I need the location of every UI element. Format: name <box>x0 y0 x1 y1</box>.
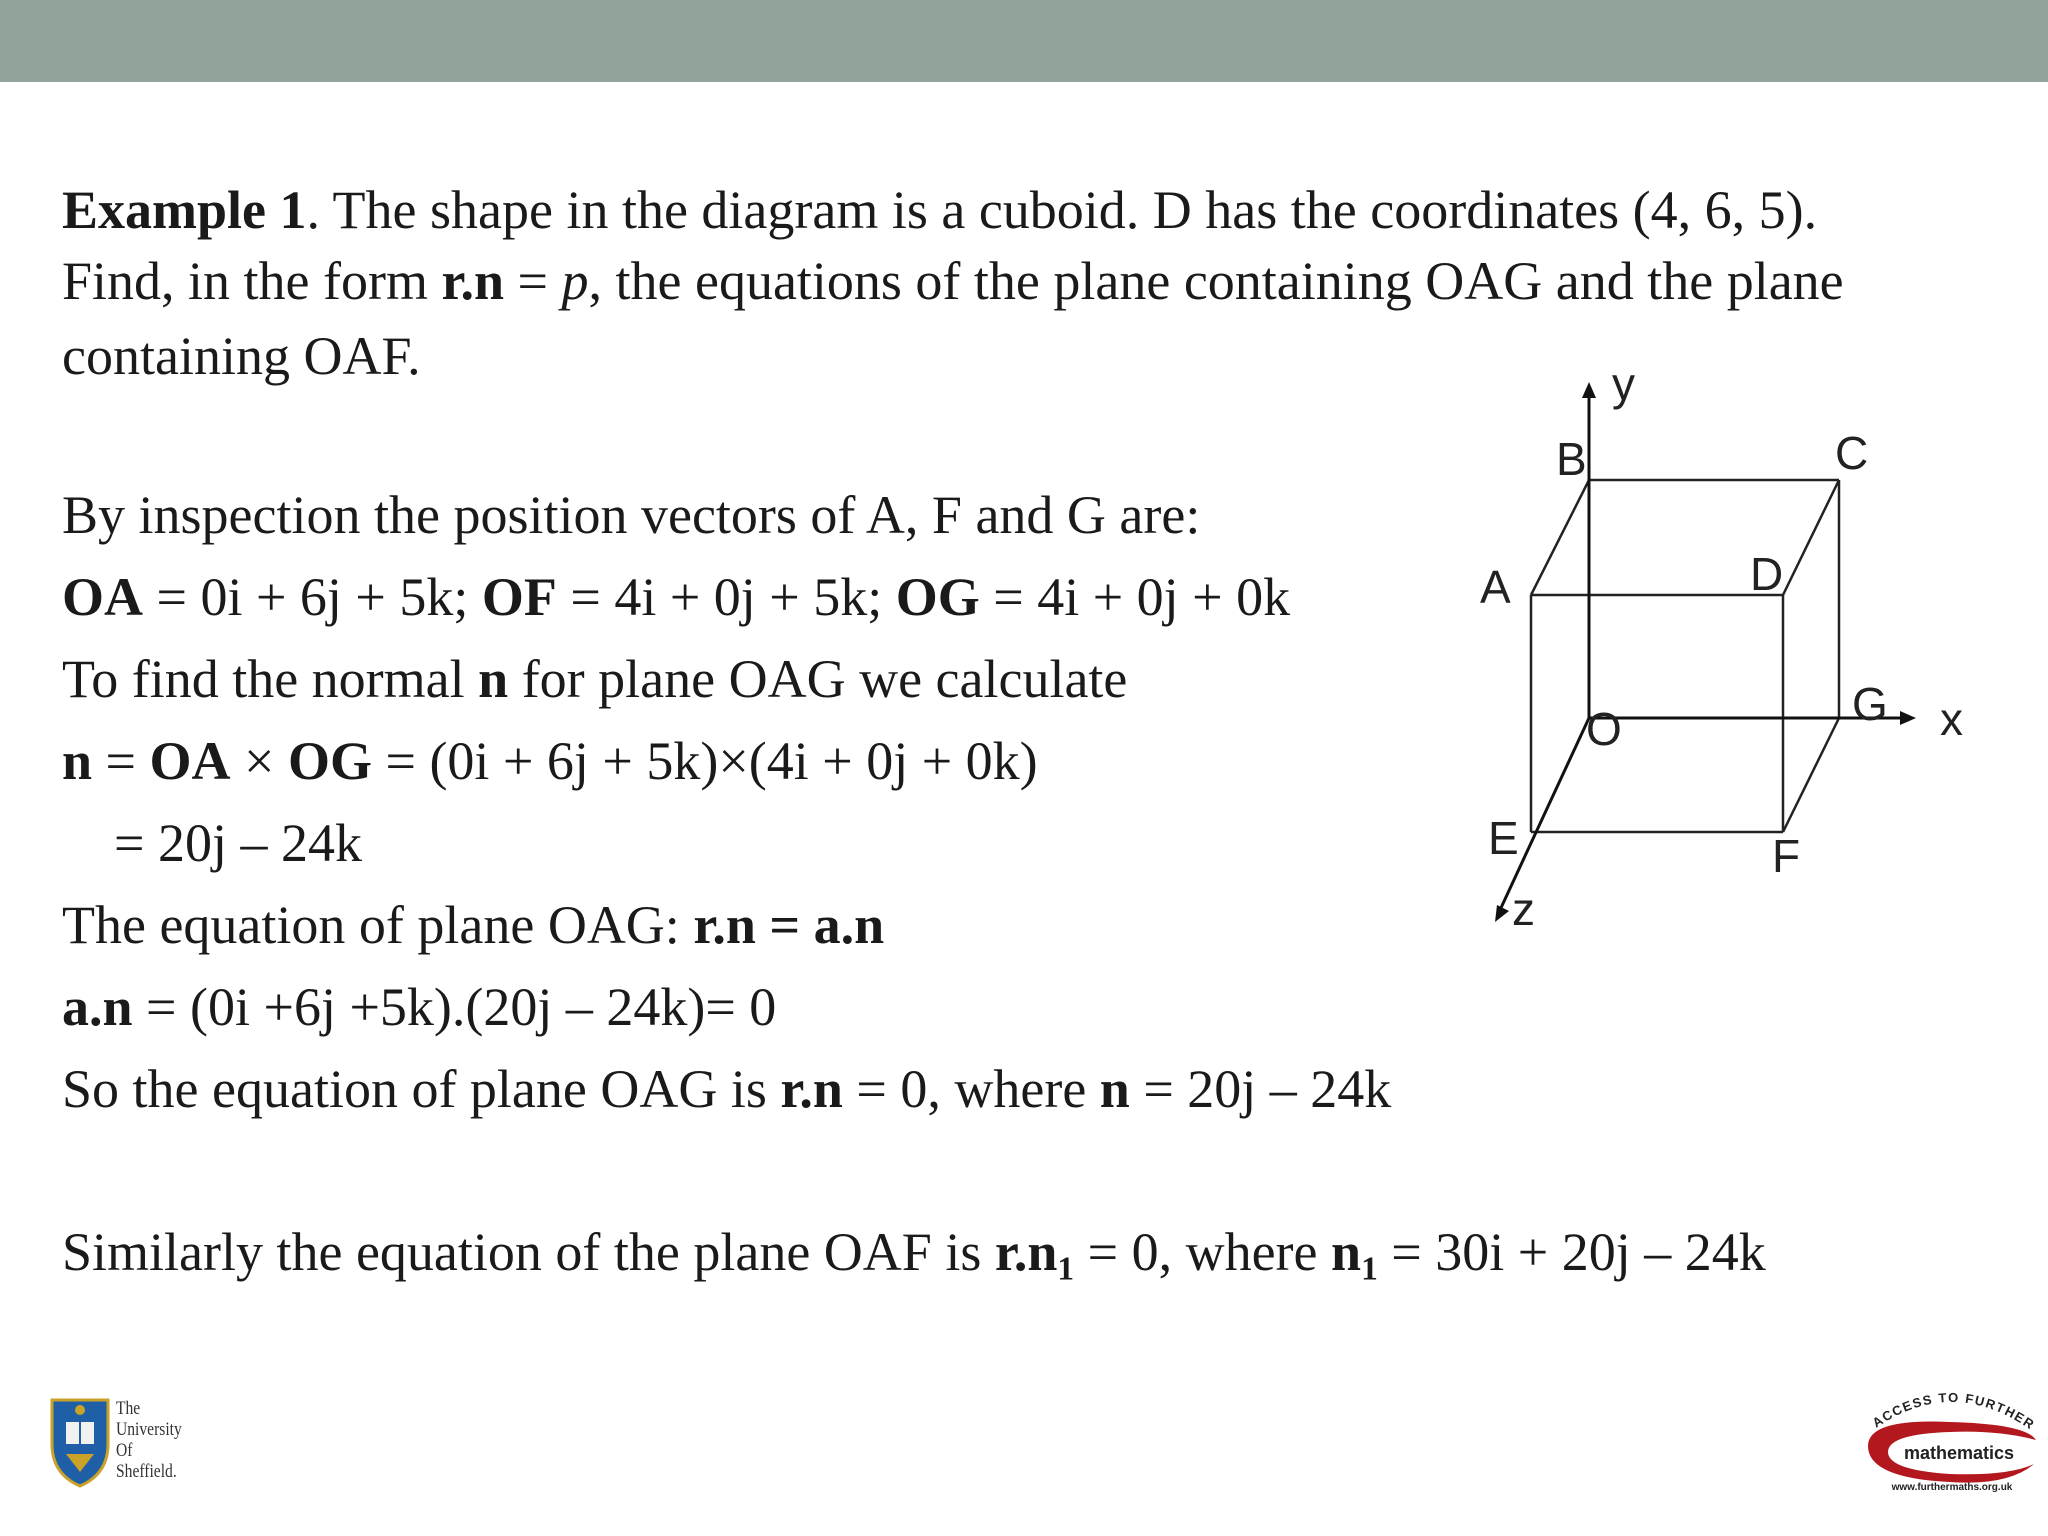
cross-result: = 20j – 24k <box>114 813 362 873</box>
example-line-1: Example 1. The shape in the diagram is a cuboid. D has the coordinates (4, 6, 5). <box>62 180 1818 240</box>
y-axis-arrow <box>1582 382 1596 398</box>
svg-text:www.furthermaths.org.uk: www.furthermaths.org.uk <box>1891 1482 2013 1492</box>
label-C: C <box>1835 427 1869 479</box>
example-line-3: containing OAF. <box>62 326 421 386</box>
label-B: B <box>1556 433 1587 485</box>
normal-intro: To find the normal n for plane OAG we calculate <box>62 649 1128 709</box>
x-axis-arrow <box>1900 711 1916 725</box>
edge-AB <box>1531 480 1589 595</box>
label-E: E <box>1488 812 1519 864</box>
svg-text:mathematics: mathematics <box>1903 1443 2015 1463</box>
edge-DC <box>1783 480 1839 595</box>
example-line-2: Find, in the form r.n = p, the equations of the plane containing OAG and the plane <box>62 251 1844 311</box>
example-label: Example 1 <box>62 180 307 240</box>
inspection-text: By inspection the position vectors of A, F and G are: <box>62 485 1201 545</box>
position-vectors: OA = 0i + 6j + 5k; OF = 4i + 0j + 5k; OG = 4i + 0j + 0k <box>62 567 1291 627</box>
label-O: O <box>1586 703 1622 755</box>
plane-oag-result: So the equation of plane OAG is r.n = 0, where n = 20j – 24k <box>62 1059 1392 1119</box>
plane-oaf-result: Similarly the equation of the plane OAF is $r.n_1 = 0$, where $n_1 = 30i + 20j - 24k$ <box>62 1222 1766 1288</box>
label-x: x <box>1940 693 1963 745</box>
further-maths-logo <box>1858 1382 2044 1492</box>
z-axis-arrow <box>1495 905 1509 922</box>
label-D: D <box>1750 548 1784 600</box>
label-z: z <box>1512 883 1535 935</box>
header-bar <box>0 0 2048 82</box>
cuboid-diagram <box>1450 370 1990 950</box>
edge-FG <box>1783 718 1839 832</box>
svg-text:ACCESS TO FURTHER: ACCESS TO FURTHER <box>1869 1389 2038 1433</box>
plane-equation: The equation of plane OAG: r.n = a.n <box>62 895 885 955</box>
label-A: A <box>1480 561 1511 613</box>
university-name: The University Of Sheffield. <box>116 1398 182 1482</box>
label-G: G <box>1852 678 1888 730</box>
label-y: y <box>1612 370 1635 410</box>
cross-product: n = OA × OG = (0i + 6j + 5k)×(4i + 0j + 0k) <box>62 731 1038 791</box>
label-F: F <box>1772 830 1801 882</box>
dot-product: a.n = (0i +6j +5k).(20j – 24k)= 0 <box>62 977 777 1037</box>
